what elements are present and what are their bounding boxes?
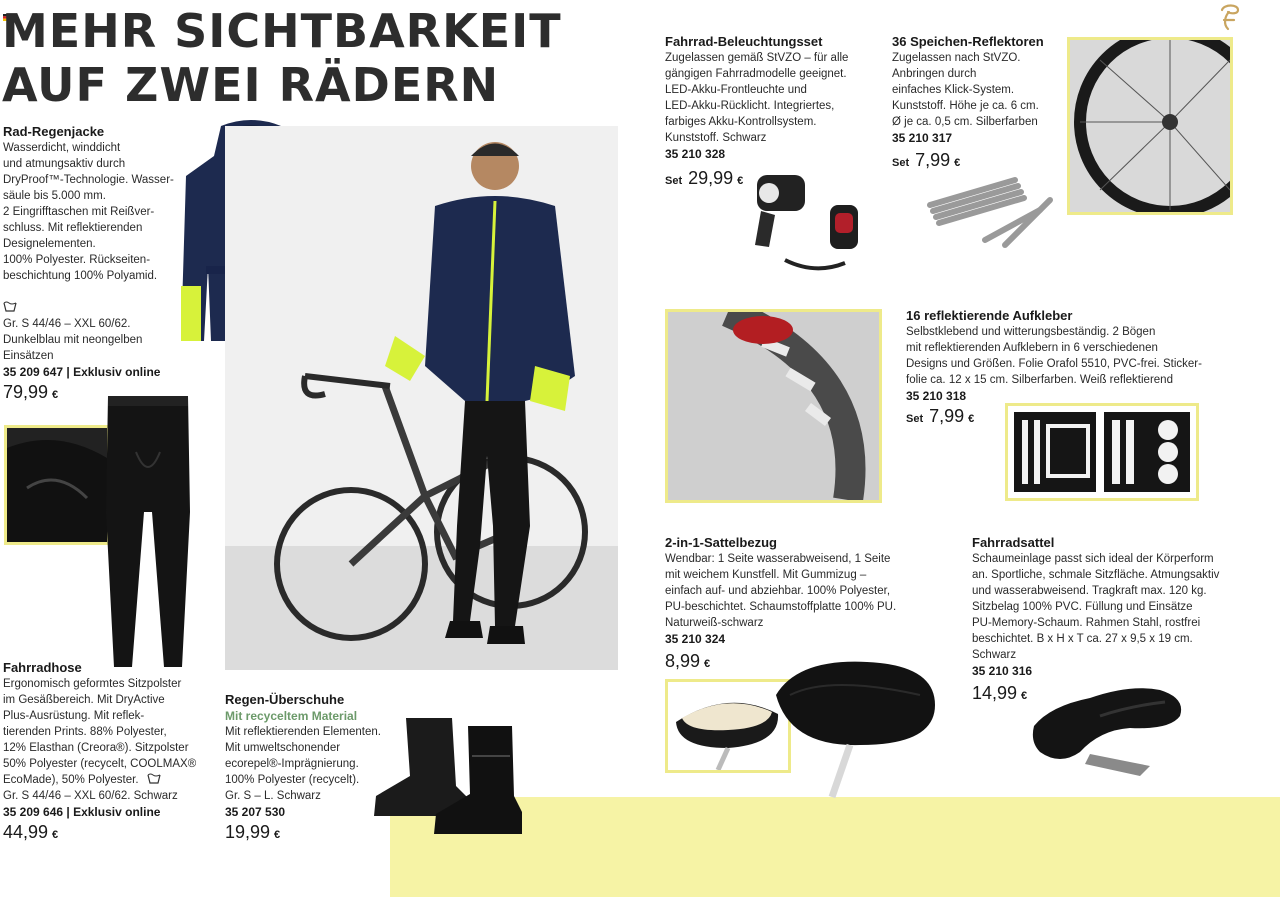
seatcover-price: 8,99 — [665, 651, 701, 671]
seatcover-description: Wendbar: 1 Seite wasserabweisend, 1 Seite mit weichem Kunstfell. Mit Gummizug – einfach auf- und abziehbar. 100% Polyester, PU-beschichtet. Schaumstoffplatte 100% PU. Naturweiß-schwarz — [665, 553, 897, 629]
jacket-article: 35 209 647 | Exklusiv online — [3, 365, 161, 379]
tchibo-logo-icon — [1214, 2, 1244, 32]
headline-line-1: MEHR SICHTBARKEIT — [2, 4, 562, 58]
reflectors-product-info — [892, 34, 1062, 171]
saddle-title: Fahrradsattel — [972, 535, 1055, 550]
lights-price: 29,99 — [688, 168, 734, 188]
saddle-article: 35 210 316 — [972, 664, 1033, 678]
reflectors-price: 7,99 — [915, 150, 951, 170]
jacket-currency: € — [52, 389, 59, 401]
saddle-product-image — [1030, 676, 1190, 784]
seatcover-product-info — [665, 535, 905, 672]
yellow-accent-band — [390, 797, 1280, 897]
jacket-title: Rad-Regenjacke — [3, 124, 105, 139]
sticker-sheets-image — [1005, 403, 1199, 501]
jacket-product-info — [3, 124, 181, 403]
seatcover-article: 35 210 324 — [665, 632, 726, 646]
washing-care-icon — [3, 301, 17, 312]
reflectors-currency: € — [954, 157, 961, 169]
seatcover-title: 2-in-1-Sattelbezug — [665, 535, 777, 550]
saddle-currency: € — [1021, 690, 1028, 702]
lights-product-image — [745, 165, 870, 283]
pants-product-image — [100, 392, 196, 670]
jacket-description: Wasserdicht, winddicht und atmungsaktiv durch DryProof™-Technologie. Wasser- säule bis 5.000 mm. 2 Eingrifftaschen mit Reißver- schluss. Mit reflektierenden Designelementen. 100% Polyester. Rückseiten- beschichtung 100% Polyamid. — [3, 142, 174, 282]
reflectors-description: Zugelassen nach StVZO. Anbringen durch einfaches Klick-System. Kunststoff. Höhe je ca. 6 cm. Ø je ca. 0,5 cm. Silberfarben — [892, 52, 1039, 128]
jacket-size-row — [3, 284, 181, 332]
headline-line-2: AUF ZWEI RÄDERN — [2, 58, 500, 112]
overshoes-subtitle: Mit recyceltem Material — [225, 709, 358, 723]
overshoes-currency: € — [274, 829, 281, 841]
cyclist-illustration — [225, 126, 618, 670]
washing-care-icon — [147, 773, 161, 784]
reflectors-article: 35 210 317 — [892, 131, 953, 145]
pants-product-info — [3, 660, 218, 843]
lights-article: 35 210 328 — [665, 147, 726, 161]
fender-sticker-photo — [665, 309, 882, 503]
reflectors-title: 36 Speichen-Reflektoren — [892, 34, 1044, 49]
overshoes-product-image — [372, 716, 522, 838]
page-headline — [2, 4, 562, 112]
stickers-currency: € — [968, 413, 975, 425]
reflectors-product-image — [925, 165, 1055, 250]
wheel-illustration — [1070, 40, 1230, 212]
jacket-color: Dunkelblau mit neongelben Einsätzen — [3, 334, 143, 362]
saddle-description: Schaumeinlage passt sich ideal der Körperform an. Sportliche, schmale Sitzfläche. Atmungsaktiv und wasserabweisend. Tragkraft max. 120 kg. Sitzbelag 100% PVC. Füllung und Einsätze PU-Memory-Schaum. Rahmen Stahl, rostfrei beschichtet. B x H x T ca. 27 x 9,5 x 19 cm. Schwarz — [972, 553, 1220, 661]
padding-detail-illustration — [7, 428, 107, 542]
overshoes-product-info — [225, 692, 395, 843]
jacket-size: Gr. S 44/46 – XXL 60/62. — [3, 318, 131, 330]
overshoes-price-row — [225, 822, 395, 843]
pants-price-row — [3, 822, 218, 843]
pants-article: 35 209 646 | Exklusiv online — [3, 805, 161, 819]
overshoes-title: Regen-Überschuhe — [225, 692, 345, 707]
sticker-sheets-illustration — [1008, 406, 1196, 498]
saddle-price: 14,99 — [972, 683, 1018, 703]
seatcover-currency: € — [704, 658, 711, 670]
pants-description: Ergonomisch geformtes Sitzpolster im Gesäßbereich. Mit DryActive Plus-Ausrüstung. Mit reflek- tierenden Prints. 88% Polyester, 12% Elasthan (Creora®). Sitzpolster 50% Polyester (recycelt, COOLMAX® EcoMade), 50% Polyester. — [3, 678, 197, 786]
stickers-price: 7,99 — [929, 406, 965, 426]
fender-illustration — [668, 312, 879, 500]
overshoes-description: Mit reflektierenden Elementen. Mit umweltschonender ecorepel®-Imprägnierung. 100% Polyester (recycelt). Gr. S – L. Schwarz — [225, 726, 381, 802]
lights-currency: € — [737, 175, 744, 187]
stickers-description: Selbstklebend und witterungsbeständig. 2 Bögen mit reflektierenden Aufklebern in 6 verschiedenen Designs und Größen. Folie Orafol 5510, PVC-frei. Sticker- folie ca. 12 x 15 cm. Silberfarben. Weiß reflektierend — [906, 326, 1202, 386]
seatcover-product-image — [770, 655, 940, 800]
stickers-article: 35 210 318 — [906, 389, 967, 403]
pants-currency: € — [52, 829, 59, 841]
lights-title: Fahrrad-Beleuchtungsset — [665, 34, 823, 49]
stickers-set-label: Set — [906, 413, 924, 425]
model-with-bike-photo — [225, 126, 618, 670]
pants-title: Fahrradhose — [3, 660, 82, 675]
reflectors-set-label: Set — [892, 157, 910, 169]
overshoes-price: 19,99 — [225, 822, 271, 842]
wheel-reflectors-photo — [1067, 37, 1233, 215]
pants-size: Gr. S 44/46 – XXL 60/62. Schwarz — [3, 790, 178, 802]
pants-padding-detail-image — [4, 425, 110, 545]
pants-price: 44,99 — [3, 822, 49, 842]
lights-set-label: Set — [665, 175, 683, 187]
jacket-price: 79,99 — [3, 382, 49, 402]
stickers-title: 16 reflektierende Aufkleber — [906, 308, 1073, 323]
overshoes-article: 35 207 530 — [225, 805, 286, 819]
lights-description: Zugelassen gemäß StVZO – für alle gängigen Fahrradmodelle geeignet. LED-Akku-Frontleuchte und LED-Akku-Rücklicht. Integriertes, farbiges Akku-Kontrollsystem. Kunststoff. Schwarz — [665, 52, 849, 144]
